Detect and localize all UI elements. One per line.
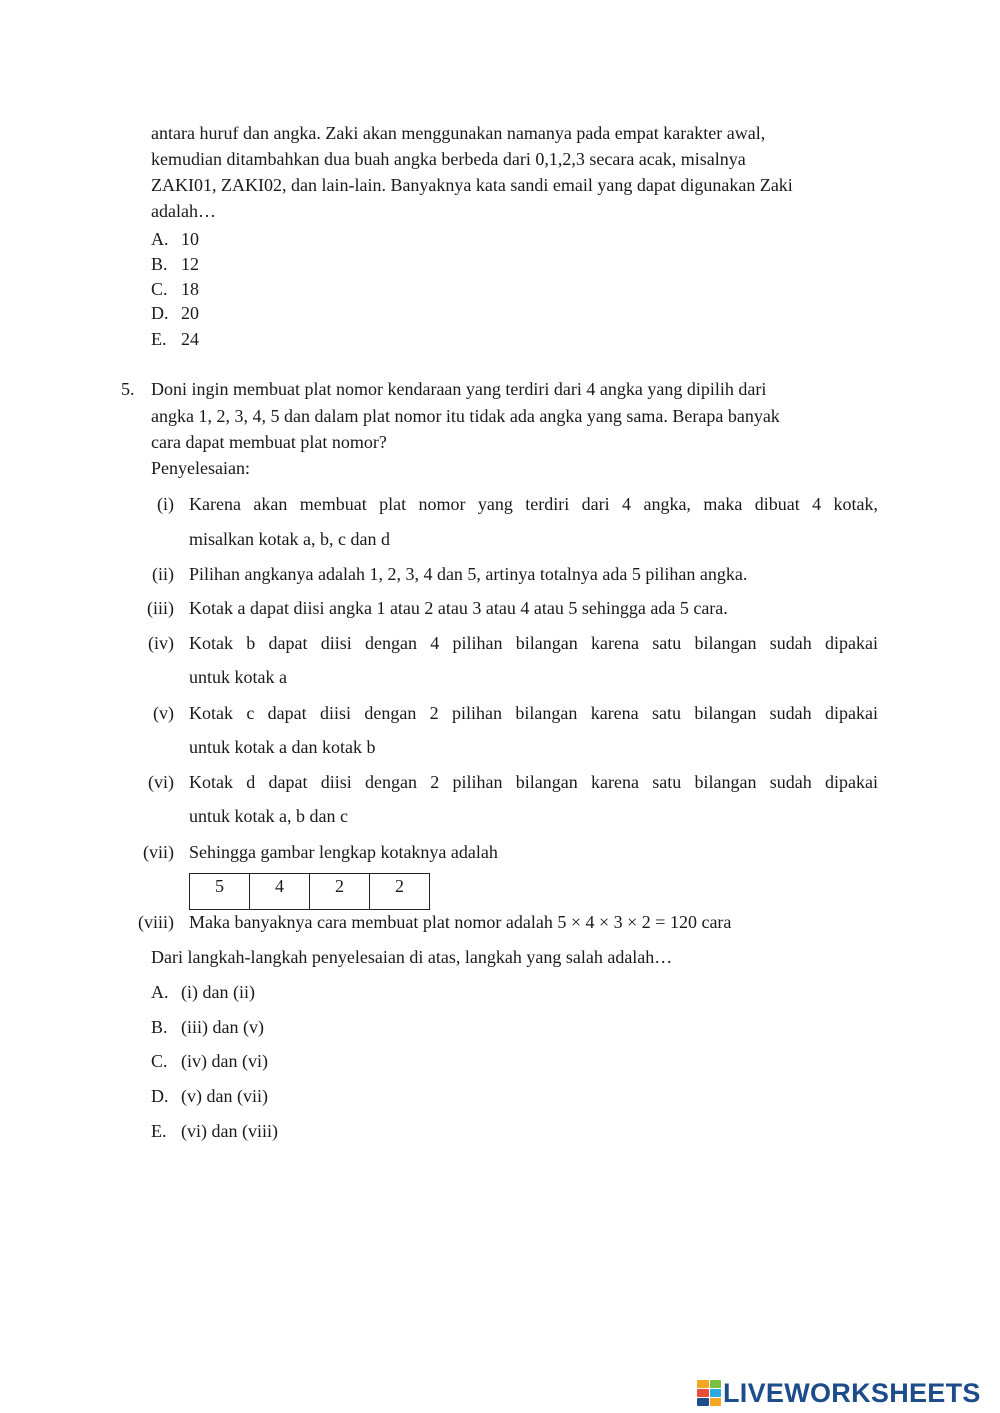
mark-square: [710, 1380, 722, 1388]
step-number: (iii): [147, 598, 174, 618]
box-c: 2: [310, 874, 370, 910]
q5-prompt: Dari langkah-langkah penyelesaian di atas, langkah yang salah adalah…: [151, 947, 673, 967]
q4-option-e[interactable]: [151, 326, 199, 352]
q5-option-e[interactable]: [151, 1118, 278, 1144]
step-ii-line-1: Pilihan angkanya adalah 1, 2, 3, 4 dan 5, artinya totalnya ada 5 pilihan angka.: [189, 564, 748, 584]
q5-text-line-1: Doni ingin membuat plat nomor kendaraan yang terdiri dari 4 angka yang dipilih dari: [151, 379, 767, 399]
step-vii-line-1: Sehingga gambar lengkap kotaknya adalah: [189, 842, 498, 862]
q5-option-b[interactable]: [151, 1014, 264, 1040]
step-i-line-2: misalkan kotak a, b, c dan d: [189, 529, 390, 549]
step-number: (vii): [143, 842, 174, 862]
logo-text: LIVEWORKSHEETS: [723, 1377, 981, 1408]
option-letter: D.: [151, 1086, 169, 1106]
step-i-line-1: Karena akan membuat plat nomor yang terdiri dari 4 angka, maka dibuat 4 kotak,: [189, 494, 878, 514]
mark-square: [710, 1389, 722, 1397]
q4-text-line-3: ZAKI01, ZAKI02, dan lain-lain. Banyaknya kata sandi email yang dapat digunakan Zaki: [151, 175, 793, 195]
option-text: 24: [181, 329, 199, 349]
option-text: (v) dan (vii): [181, 1086, 268, 1106]
box-b: 4: [250, 874, 310, 910]
box-a: 5: [190, 874, 250, 910]
option-letter: B.: [151, 254, 168, 274]
step-v-line-1: Kotak c dapat diisi dengan 2 pilihan bilangan karena satu bilangan sudah dipakai: [189, 703, 878, 723]
option-letter: D.: [151, 303, 169, 323]
option-text: (vi) dan (viii): [181, 1121, 278, 1141]
option-text: 18: [181, 279, 199, 299]
option-letter: C.: [151, 279, 168, 299]
q5-number: 5.: [121, 379, 135, 399]
q5-option-d[interactable]: [151, 1083, 268, 1109]
option-letter: B.: [151, 1017, 168, 1037]
q4-option-b[interactable]: [151, 251, 199, 277]
step-number: (i): [157, 494, 174, 514]
mark-square: [697, 1380, 709, 1388]
option-text: (iii) dan (v): [181, 1017, 264, 1037]
q4-option-c[interactable]: [151, 276, 199, 302]
option-letter: C.: [151, 1051, 168, 1071]
step-vi-line-2: untuk kotak a, b dan c: [189, 806, 348, 826]
q5-text-line-3: cara dapat membuat plat nomor?: [151, 432, 387, 452]
mark-square: [710, 1398, 722, 1406]
option-letter: A.: [151, 229, 169, 249]
q4-option-a[interactable]: [151, 226, 199, 252]
option-text: (iv) dan (vi): [181, 1051, 268, 1071]
option-text: 10: [181, 229, 199, 249]
plate-boxes-table: [189, 873, 430, 910]
step-vi-line-1: Kotak d dapat diisi dengan 2 pilihan bilangan karena satu bilangan sudah dipakai: [189, 772, 878, 792]
step-iv-line-1: Kotak b dapat diisi dengan 4 pilihan bilangan karena satu bilangan sudah dipakai: [189, 633, 878, 653]
option-letter: E.: [151, 1121, 167, 1141]
step-v-line-2: untuk kotak a dan kotak b: [189, 737, 376, 757]
box-d: 2: [370, 874, 430, 910]
mark-square: [697, 1389, 709, 1397]
mark-square: [697, 1398, 709, 1406]
step-number: (vi): [148, 772, 174, 792]
q5-option-c[interactable]: [151, 1048, 268, 1074]
q5-option-a[interactable]: [151, 979, 255, 1005]
step-iii-line-1: Kotak a dapat diisi angka 1 atau 2 atau 3 atau 4 atau 5 sehingga ada 5 cara.: [189, 598, 728, 618]
option-letter: E.: [151, 329, 167, 349]
step-number: (ii): [152, 564, 174, 584]
liveworksheets-mark-icon: [697, 1380, 721, 1406]
liveworksheets-logo[interactable]: [697, 1378, 981, 1408]
q4-text-line-2: kemudian ditambahkan dua buah angka berbeda dari 0,1,2,3 secara acak, misalnya: [151, 149, 746, 169]
q4-option-d[interactable]: [151, 300, 199, 326]
q4-text-line-1: antara huruf dan angka. Zaki akan menggunakan namanya pada empat karakter awal,: [151, 123, 766, 143]
q5-text-line-2: angka 1, 2, 3, 4, 5 dan dalam plat nomor itu tidak ada angka yang sama. Berapa banyak: [151, 406, 780, 426]
q4-text-line-4: adalah…: [151, 201, 216, 221]
q5-solution-label: Penyelesaian:: [151, 458, 250, 478]
step-number: (iv): [148, 633, 174, 653]
step-number: (viii): [138, 912, 174, 932]
step-number: (v): [153, 703, 174, 723]
option-letter: A.: [151, 982, 169, 1002]
option-text: (i) dan (ii): [181, 982, 255, 1002]
option-text: 12: [181, 254, 199, 274]
step-viii-line-1: Maka banyaknya cara membuat plat nomor adalah 5 × 4 × 3 × 2 = 120 cara: [189, 912, 732, 932]
step-iv-line-2: untuk kotak a: [189, 667, 287, 687]
option-text: 20: [181, 303, 199, 323]
